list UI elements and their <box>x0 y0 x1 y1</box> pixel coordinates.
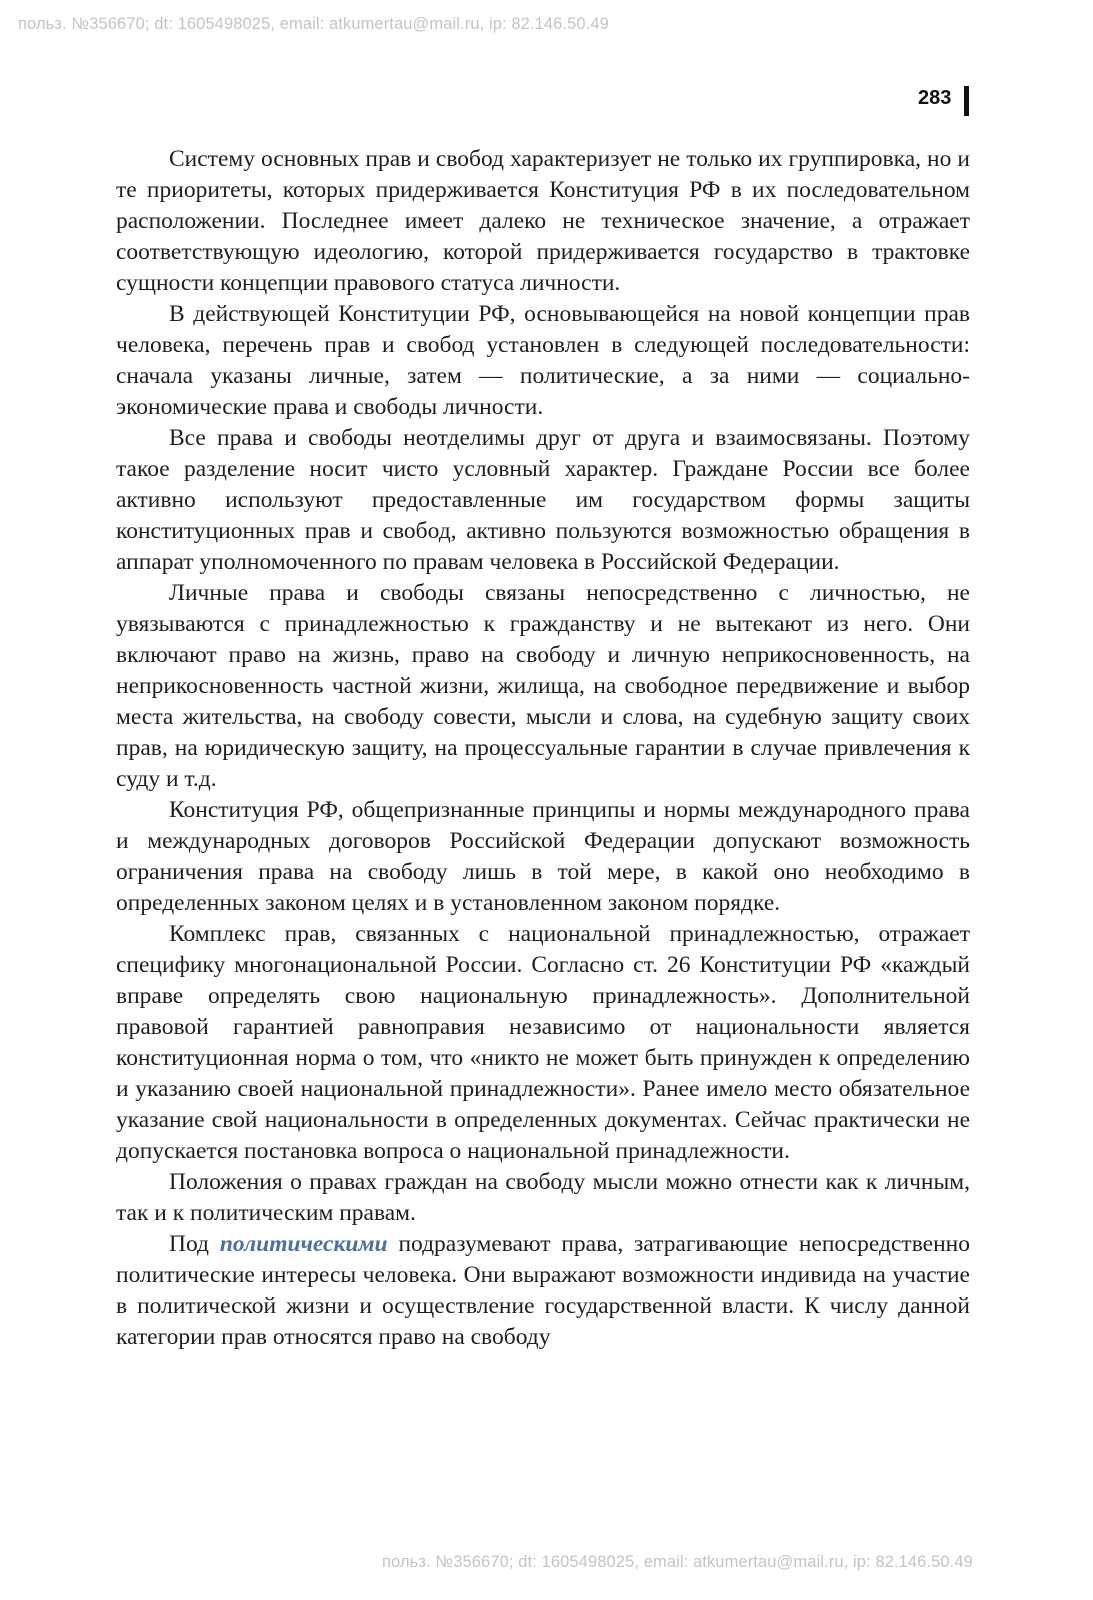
paragraph-8-rest: подразумевают права, затрагивающие непосредственно политические интересы человека. Они выражают возможности индивида на участие в политической жизни и осуществление государственной власти. К числу данной категории прав относятся право на свободу <box>116 1231 970 1350</box>
paragraph-8-start: Под <box>169 1231 220 1257</box>
paragraph-5: Конституция РФ, общепризнанные принципы и нормы международного права и международных договоров Российской Федерации допускают возможность ограничения права на свободу лишь в той мере, в какой оно необходимо в определенных законом целях и в установленном законом порядке. <box>116 797 970 916</box>
body-text <box>116 144 970 1353</box>
highlighted-term: политическими <box>219 1231 388 1257</box>
paragraph-4: Личные права и свободы связаны непосредственно с личностью, не увязываются с принадлежностью к гражданству и не вытекают из него. Они включают право на жизнь, право на свободу и личную неприкосновенность, на неприкосновенность частной жизни, жилища, на свободное передвижение и выбор места жительства, на свободу совести, мысли и слова, на судебную защиту своих прав, на юридическую защиту, на процессуальные гарантии в случае привлечения к суду и т.д. <box>116 580 970 792</box>
page-number: 283 <box>918 87 952 109</box>
paragraph-8 <box>116 1229 970 1353</box>
watermark-top: польз. №356670; dt: 1605498025, email: atkumertau@mail.ru, ip: 82.146.50.49 <box>18 15 609 33</box>
page-marker-bar <box>964 86 969 116</box>
watermark-bottom: польз. №356670; dt: 1605498025, email: atkumertau@mail.ru, ip: 82.146.50.49 <box>382 1553 973 1571</box>
paragraph-6: Комплекс прав, связанных с национальной принадлежностью, отражает специфику многонациональной России. Согласно ст. 26 Конституции РФ «каждый вправе определять свою национальную принадлежность». Дополнительной правовой гарантией равноправия независимо от национальности является конституционная норма о том, что «никто не может быть принужден к определению и указанию своей национальной принадлежности». Ранее имело место обязательное указание свой национальности в определенных документах. Сейчас практически не допускается постановка вопроса о национальной принадлежности. <box>116 921 970 1164</box>
paragraph-3: Все права и свободы неотделимы друг от друга и взаимосвязаны. Поэтому такое разделение носит чисто условный характер. Граждане России все более активно используют предоставленные им государством формы защиты конституционных прав и свобод, активно пользуются возможностью обращения в аппарат уполномоченного по правам человека в Российской Федерации. <box>116 425 970 575</box>
paragraph-1: Систему основных прав и свобод характеризует не только их группировка, но и те приоритеты, которых придерживается Конституция РФ в их последовательном расположении. Последнее имеет далеко не техническое значение, а отражает соответствующую идеологию, которой придерживается государство в трактовке сущности концепции правового статуса личности. <box>116 146 970 296</box>
paragraph-7: Положения о правах граждан на свободу мысли можно отнести как к личным, так и к политическим правам. <box>116 1169 970 1226</box>
paragraph-2: В действующей Конституции РФ, основывающейся на новой концепции прав человека, перечень прав и свобод установлен в следующей последовательности: сначала указаны личные, затем — политические, а за ними — социально-экономические права и свободы личности. <box>116 301 970 420</box>
